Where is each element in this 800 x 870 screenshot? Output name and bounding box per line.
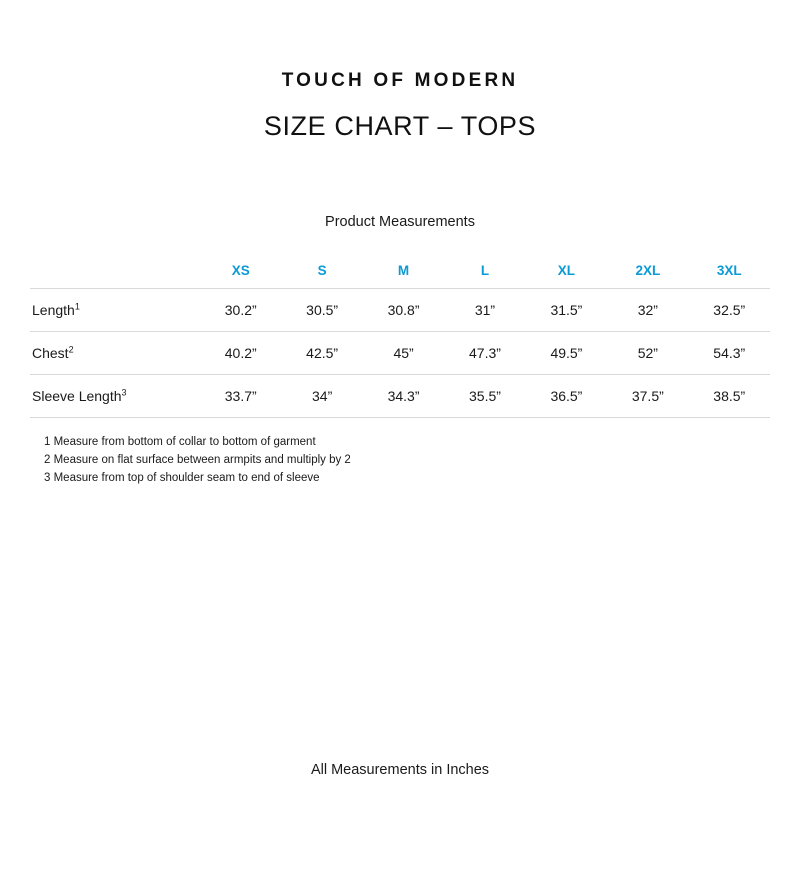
row-footnote-marker: 2	[68, 344, 74, 355]
column-header-s: S	[317, 262, 327, 278]
size-chart-page	[0, 70, 800, 870]
table-row	[30, 289, 770, 332]
column-header-xs: XS	[231, 262, 250, 278]
row-label-text: Chest	[32, 345, 69, 361]
column-header-2xl: 2XL	[635, 262, 661, 278]
column-header-m: M	[397, 262, 410, 278]
size-table-body	[30, 289, 770, 418]
column-header-xl: XL	[557, 262, 576, 278]
brand-title: TOUCH OF MODERN	[281, 70, 519, 91]
page-title: SIZE CHART – TOPS	[263, 111, 537, 141]
cell-chest-2xl: 52”	[607, 332, 688, 375]
cell-length-xs: 30.2”	[200, 289, 281, 332]
row-label-sleeve-length	[30, 375, 200, 418]
column-header-rowlabel	[30, 252, 200, 289]
measurement-units-note: All Measurements in Inches	[310, 762, 490, 778]
row-footnote-marker: 1	[74, 301, 80, 312]
row-label-length	[30, 289, 200, 332]
cell-chest-s: 42.5”	[281, 332, 362, 375]
size-table-wrapper	[30, 252, 770, 418]
row-label-text: Length	[32, 302, 75, 318]
cell-chest-l: 47.3”	[444, 332, 525, 375]
cell-length-l: 31”	[444, 289, 525, 332]
cell-sleeve-3xl: 38.5”	[689, 375, 770, 418]
cell-length-2xl: 32”	[607, 289, 688, 332]
cell-chest-xs: 40.2”	[200, 332, 281, 375]
cell-length-3xl: 32.5”	[689, 289, 770, 332]
column-header-l: L	[480, 262, 490, 278]
footnote-1: 1 Measure from bottom of collar to bottom of garment	[44, 436, 316, 448]
cell-chest-3xl: 54.3”	[689, 332, 770, 375]
footnotes	[44, 434, 800, 487]
cell-length-s: 30.5”	[281, 289, 362, 332]
cell-chest-xl: 49.5”	[526, 332, 607, 375]
cell-sleeve-m: 34.3”	[363, 375, 444, 418]
row-footnote-marker: 3	[121, 387, 127, 398]
cell-length-m: 30.8”	[363, 289, 444, 332]
cell-length-xl: 31.5”	[526, 289, 607, 332]
cell-sleeve-l: 35.5”	[444, 375, 525, 418]
cell-sleeve-2xl: 37.5”	[607, 375, 688, 418]
row-label-chest	[30, 332, 200, 375]
footnote-2: 2 Measure on flat surface between armpits and multiply by 2	[44, 453, 351, 466]
cell-sleeve-xs: 33.7”	[200, 375, 281, 418]
cell-sleeve-s: 34”	[281, 375, 362, 418]
cell-sleeve-xl: 36.5”	[526, 375, 607, 418]
size-table-head	[30, 252, 770, 289]
table-header-row	[30, 252, 770, 289]
column-header-3xl: 3XL	[716, 262, 742, 278]
section-heading: Product Measurements	[325, 214, 475, 230]
table-row	[30, 375, 770, 418]
row-label-text: Sleeve Length	[32, 388, 122, 404]
footnote-3: 3 Measure from top of shoulder seam to end of sleeve	[44, 471, 320, 484]
size-table	[30, 252, 770, 418]
cell-chest-m: 45”	[363, 332, 444, 375]
table-row	[30, 332, 770, 375]
